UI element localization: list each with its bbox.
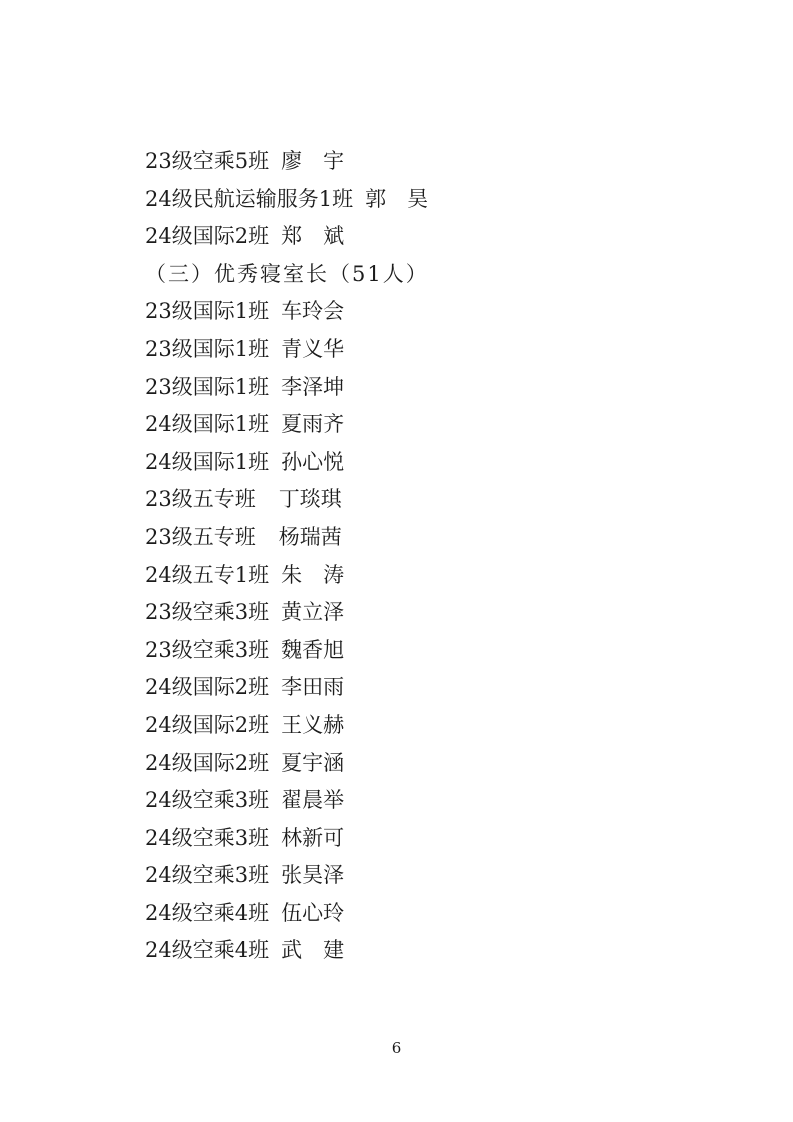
class-label: 23级空乘5班 — [145, 149, 270, 173]
student-name: 黄立泽 — [281, 600, 345, 625]
student-name: 郑 斌 — [281, 224, 345, 249]
student-name: 青义华 — [281, 336, 345, 361]
roster-row — [145, 481, 429, 519]
class-label: 23级空乘3班 — [145, 600, 270, 625]
roster-row — [145, 143, 429, 181]
class-label: 23级五专班 — [145, 487, 256, 512]
student-name: 武 建 — [281, 938, 345, 963]
class-label: 24级五专1班 — [145, 562, 270, 587]
roster-row — [145, 293, 429, 331]
student-name: 伍心玲 — [281, 900, 345, 925]
class-label: 23级国际1班 — [145, 299, 270, 324]
class-label: 24级空乘3班 — [145, 825, 270, 850]
class-label: 24级空乘4班 — [145, 938, 270, 963]
class-label: 24级国际2班 — [145, 675, 270, 700]
roster-row — [145, 857, 429, 895]
roster-row — [145, 895, 429, 933]
class-label: 24级国际2班 — [145, 224, 270, 249]
student-name: 李泽坤 — [281, 374, 345, 399]
roster-row — [145, 707, 429, 745]
student-name: 王义赫 — [281, 712, 345, 737]
student-name: 张昊泽 — [281, 863, 345, 888]
section-heading: （三）优秀寝室长（51人） — [145, 261, 429, 286]
student-name: 廖 宇 — [281, 149, 345, 173]
class-label: 24级空乘3班 — [145, 863, 270, 888]
roster-row — [145, 557, 429, 595]
student-name: 丁琰琪 — [278, 487, 342, 512]
student-name: 李田雨 — [281, 675, 345, 700]
roster-row — [145, 519, 429, 557]
student-name: 郭 昊 — [365, 186, 429, 211]
class-label: 24级国际2班 — [145, 750, 270, 775]
class-label: 23级空乘3班 — [145, 637, 270, 662]
class-label: 24级国际1班 — [145, 449, 270, 474]
student-name: 林新可 — [281, 825, 345, 850]
student-name: 魏香旭 — [281, 637, 345, 662]
roster-row — [145, 932, 429, 970]
roster-row — [145, 745, 429, 783]
class-label: 23级国际1班 — [145, 374, 270, 399]
class-label: 24级国际1班 — [145, 412, 270, 437]
roster-row — [145, 632, 429, 670]
roster-row — [145, 331, 429, 369]
class-label: 24级空乘3班 — [145, 788, 270, 813]
roster-row — [145, 669, 429, 707]
class-label: 24级国际2班 — [145, 712, 270, 737]
student-name: 翟晨举 — [281, 788, 345, 813]
student-name: 车玲会 — [281, 299, 345, 324]
roster-row — [145, 406, 429, 444]
student-name: 杨瑞茜 — [278, 524, 342, 549]
roster-row — [145, 444, 429, 482]
roster-row — [145, 369, 429, 407]
page-number: 6 — [391, 1039, 402, 1057]
roster-row — [145, 218, 429, 256]
class-label: 24级民航运输服务1班 — [145, 186, 354, 211]
roster-row — [145, 782, 429, 820]
student-name: 夏雨齐 — [281, 412, 345, 437]
class-label: 23级五专班 — [145, 524, 256, 549]
roster-row — [145, 594, 429, 632]
roster-row — [145, 181, 429, 219]
student-name: 朱 涛 — [281, 562, 345, 587]
student-name: 夏宇涵 — [281, 750, 345, 775]
student-name: 孙心悦 — [281, 449, 345, 474]
roster-row — [145, 820, 429, 858]
class-label: 23级国际1班 — [145, 336, 270, 361]
class-label: 24级空乘4班 — [145, 900, 270, 925]
roster-content — [145, 143, 429, 970]
